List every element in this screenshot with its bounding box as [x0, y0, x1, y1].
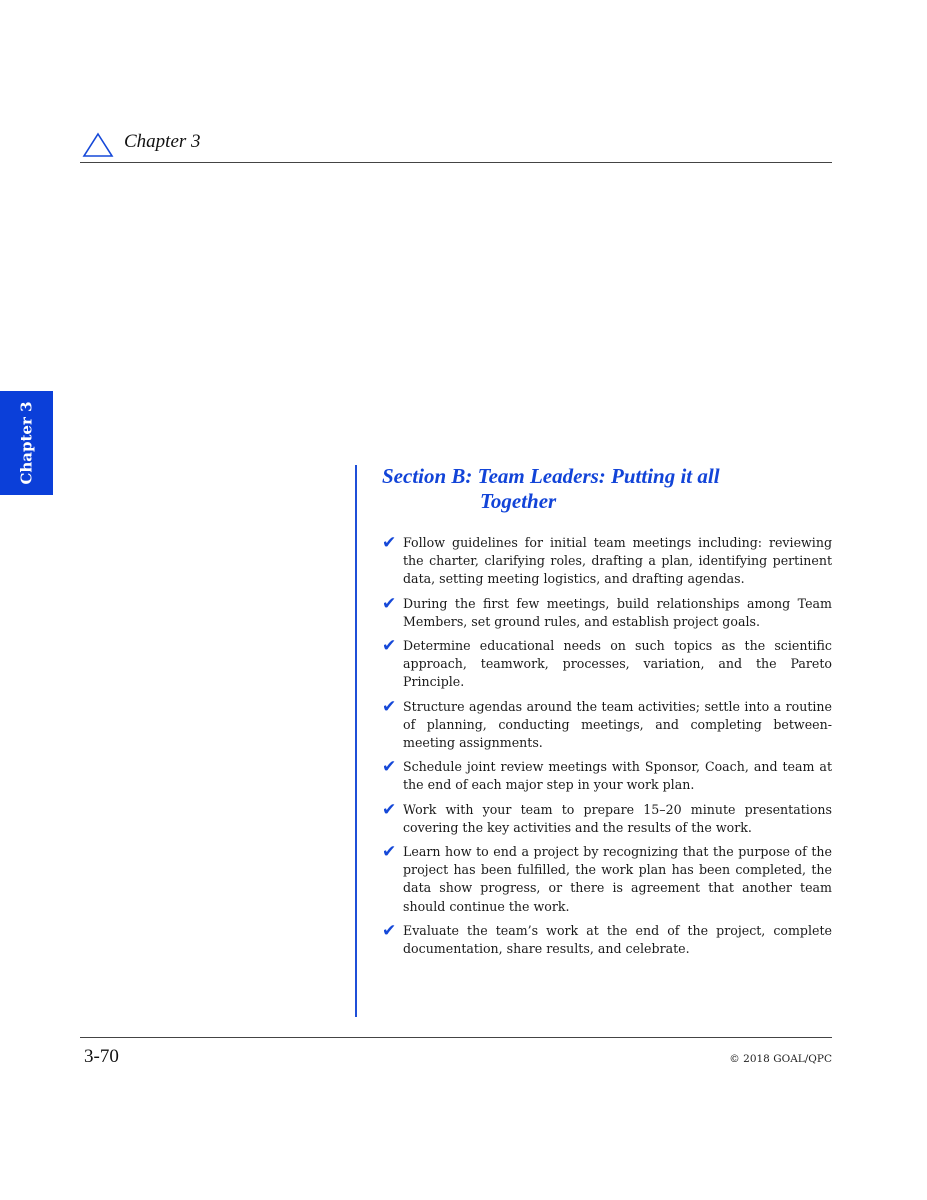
list-item — [382, 698, 832, 753]
chapter-side-tab[interactable] — [0, 391, 53, 495]
triangle-outline-icon — [82, 132, 114, 158]
side-tab-label: Chapter 3 — [17, 401, 36, 485]
list-item — [382, 843, 832, 916]
section-title-line2: Together — [480, 489, 557, 513]
list-item — [382, 637, 832, 692]
checklist — [382, 534, 832, 964]
list-item-text: During the first few meetings, build relationships among Team Members, set ground rules, and establish project goals. — [403, 595, 832, 629]
list-item-text: Determine educational needs on such topics as the scientific approach, teamwork, processes, variation, and the Pareto Principle. — [403, 638, 832, 690]
copyright-notice: © 2018 GOAL/QPC — [729, 1053, 832, 1065]
list-item — [382, 595, 832, 631]
checkmark-icon: ✔ — [382, 920, 397, 941]
checkmark-icon: ✔ — [382, 842, 397, 863]
list-item — [382, 534, 832, 589]
list-item — [382, 758, 832, 794]
checkmark-icon: ✔ — [382, 696, 397, 717]
checkmark-icon: ✔ — [382, 757, 397, 778]
chapter-title: Chapter 3 — [124, 131, 201, 152]
page-header — [82, 130, 832, 162]
list-item-text: Follow guidelines for initial team meetings including: reviewing the charter, clarifying roles, drafting a plan, identifying pertinent data, setting meeting logistics, and drafting agendas. — [403, 535, 832, 587]
list-item-text: Evaluate the team’s work at the end of the project, complete documentation, share results, and celebrate. — [403, 922, 832, 957]
list-item-text: Learn how to end a project by recognizing that the purpose of the project has been fulfilled, the work plan has been completed, the data show progress, or there is agreement that another team should continue the work. — [403, 844, 832, 914]
header-divider — [80, 162, 832, 163]
checkmark-icon: ✔ — [382, 799, 397, 820]
list-item-text: Structure agendas around the team activities; settle into a routine of planning, conducting meetings, and completing between-meeting assignments. — [403, 698, 832, 751]
list-item-text: Work with your team to prepare 15–20 minute presentations covering the key activities and the results of the work. — [403, 801, 832, 835]
section-title-line1: Section B: Team Leaders: Putting it all — [382, 464, 720, 488]
checkmark-icon: ✔ — [382, 533, 397, 553]
page-number: 3-70 — [84, 1046, 119, 1067]
section-title — [382, 464, 832, 514]
section-vertical-rule — [355, 465, 357, 1017]
checkmark-icon: ✔ — [382, 593, 397, 614]
checkmark-icon: ✔ — [382, 636, 397, 657]
list-item — [382, 801, 832, 837]
footer-divider — [80, 1037, 832, 1038]
list-item-text: Schedule joint review meetings with Sponsor, Coach, and team at the end of each major step in your work plan. — [403, 759, 832, 793]
list-item — [382, 922, 832, 958]
